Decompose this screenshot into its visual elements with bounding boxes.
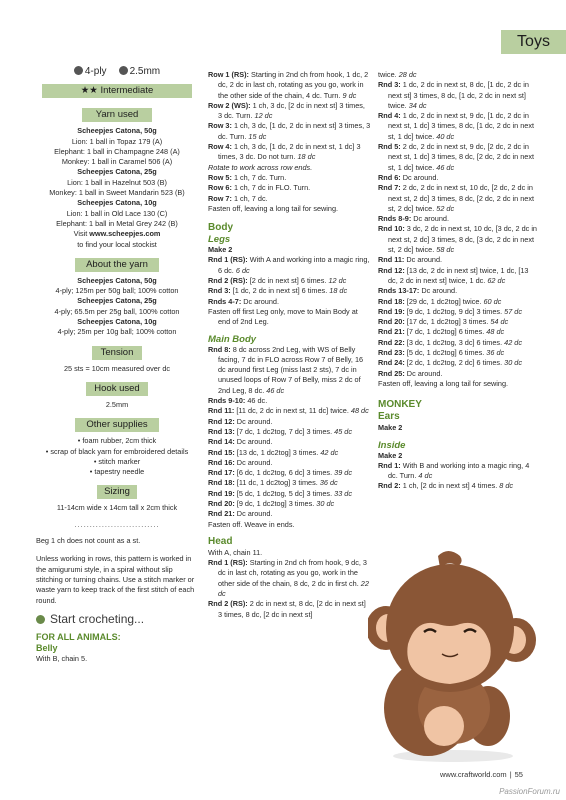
pattern-row bbox=[208, 509, 371, 519]
pattern-row bbox=[208, 142, 371, 163]
row-label: Rnd 8: bbox=[208, 344, 231, 354]
for-all-heading: FOR ALL ANIMALS: bbox=[36, 632, 121, 643]
pattern-row bbox=[208, 121, 371, 142]
visit-link[interactable]: www.scheepjes.com bbox=[89, 229, 161, 239]
row-label: Rnd 19: bbox=[208, 488, 235, 498]
row-instruction: Dc around. bbox=[419, 286, 458, 296]
pattern-row bbox=[378, 183, 538, 214]
pattern-row bbox=[208, 245, 371, 255]
pattern-column-3 bbox=[378, 70, 538, 492]
pattern-column-2 bbox=[208, 70, 371, 620]
pattern-row bbox=[378, 142, 538, 173]
row-instruction: Starting in 2nd ch from hook, 1 dc, 2 dc, 2 dc in last ch, rotating as you go, work in the other side of the chain, 4 dc. Turn. bbox=[218, 70, 369, 100]
row-instruction: Starting in 2nd ch from hook, 9 dc, 3 dc in last ch, rotating as you go, work in the other side of the chain, 8 dc, 2 dc in first ch. bbox=[218, 558, 367, 588]
stitch-count: 34 dc bbox=[408, 100, 427, 110]
row-instruction: Dc around. bbox=[404, 368, 443, 378]
info-line: 4-ply; 25m per 10g ball; 100% cotton bbox=[57, 327, 177, 337]
stitch-count: 52 dc bbox=[436, 203, 455, 213]
row-label: Rnds 9-10: bbox=[208, 396, 246, 406]
row-instruction: 1 ch, 7 dc. bbox=[231, 193, 268, 203]
row-label: Rnd 1: bbox=[378, 460, 401, 470]
row-label: Rnd 24: bbox=[378, 358, 405, 368]
row-label: Rnd 7: bbox=[378, 183, 401, 193]
pattern-row bbox=[208, 173, 371, 183]
row-instruction: [9 dc, 1 dc2tog, 9 dc] 3 times. bbox=[404, 306, 505, 316]
stitch-count: 18 dc bbox=[329, 286, 348, 296]
pattern-row bbox=[208, 489, 371, 499]
row-label: Rnd 4: bbox=[378, 111, 401, 121]
ears-make: Make 2 bbox=[378, 423, 403, 433]
row-label: Rnd 2: bbox=[378, 481, 401, 491]
note-ch: Beg 1 ch does not count as a st. bbox=[36, 536, 141, 546]
row-label: Rnd 12: bbox=[208, 416, 235, 426]
monkey-toy-image bbox=[368, 548, 538, 763]
row-text: twice. bbox=[378, 70, 399, 79]
stitch-count: 62 dc bbox=[487, 275, 506, 285]
pattern-row bbox=[208, 520, 371, 530]
stitch-count: 8 dc bbox=[499, 481, 514, 491]
stitch-count: 36 dc bbox=[319, 478, 338, 488]
row-text: With A, chain 11. bbox=[208, 547, 263, 557]
supply-item: • tapestry needle bbox=[89, 467, 145, 477]
info-line: Scheepjes Catona, 50g bbox=[77, 275, 157, 285]
pattern-row bbox=[378, 348, 538, 358]
pattern-row bbox=[208, 558, 371, 599]
ears-heading: Ears bbox=[378, 411, 400, 423]
stitch-count: 60 dc bbox=[483, 296, 502, 306]
pattern-row bbox=[208, 163, 371, 173]
row-label: Row 1 (RS): bbox=[208, 70, 249, 79]
row-label: Rnd 20: bbox=[378, 317, 405, 327]
info-line: Monkey: 1 ball in Sweet Mandarin 523 (B) bbox=[49, 188, 185, 198]
row-instruction: [13 dc, 2 dc in next st] twice, 1 dc, [13 dc, 2 dc in next st] twice, 1 dc. bbox=[388, 265, 529, 285]
stitch-count: 48 dc bbox=[486, 327, 505, 337]
row-label: Rnd 11: bbox=[378, 255, 405, 265]
row-instruction: 2 dc, 2 dc in next st, 10 dc, [2 dc, 2 dc in next st, 2 dc] 3 times, 8 dc, [2 dc, 2 dc in next st, 2 dc] twice. bbox=[388, 183, 535, 213]
row-label: Rnd 22: bbox=[378, 337, 405, 347]
row-instruction: [11 dc, 1 dc2tog] 3 times. bbox=[234, 478, 320, 488]
stitch-count: 15 dc bbox=[248, 131, 267, 141]
stitch-count: 54 dc bbox=[490, 317, 509, 327]
hook-icon bbox=[119, 66, 128, 75]
pattern-row bbox=[208, 286, 371, 296]
pattern-row bbox=[378, 338, 538, 348]
stitch-count: 57 dc bbox=[504, 306, 522, 316]
row-label: Row 7: bbox=[208, 193, 232, 203]
row-instruction: 2 dc, 2 dc in next st, 9 dc, [2 dc, 2 dc in next st, 1 dc] 3 times, 8 dc, [2 dc, 2 dc in next st, 1 dc] twice. bbox=[388, 142, 535, 172]
visit-prefix: Visit bbox=[73, 229, 90, 239]
pattern-row bbox=[208, 548, 371, 558]
main-body-rows bbox=[208, 345, 371, 530]
info-line: Scheepjes Catona, 50g bbox=[77, 126, 157, 136]
row-instruction: With A and working into a magic ring, 6 dc. bbox=[218, 255, 370, 275]
about-yarn-list bbox=[36, 276, 198, 338]
supply-item: • foam rubber, 2cm thick bbox=[77, 436, 157, 446]
row-label: Rnd 14: bbox=[208, 437, 235, 447]
stitch-count: 22 dc bbox=[218, 578, 369, 599]
start-label: Start crocheting... bbox=[50, 611, 145, 626]
row-instruction: 1 ch, 3 dc, [1 dc, 2 dc in next st, 1 dc] 3 times, 3 dc. Do not turn. bbox=[218, 142, 361, 162]
row-label: Rnds 13-17: bbox=[378, 286, 420, 296]
row-instruction: [5 dc, 1 dc2tog, 5 dc] 3 times. bbox=[234, 488, 335, 498]
row-instruction: Dc around. bbox=[411, 214, 449, 224]
row-label: Rnd 17: bbox=[208, 468, 235, 478]
pattern-row bbox=[378, 307, 538, 317]
pattern-row bbox=[378, 214, 538, 224]
row-label: Rnd 11: bbox=[208, 406, 235, 416]
pattern-row bbox=[208, 427, 371, 437]
row-instruction: 1 ch, 7 dc in FLO. Turn. bbox=[231, 183, 311, 193]
row-label: Rnd 12: bbox=[378, 265, 405, 275]
legs-rows bbox=[208, 245, 371, 327]
stitch-count: 33 dc bbox=[334, 488, 352, 498]
info-line: Lion: 1 ball in Old Lace 130 (C) bbox=[66, 208, 168, 218]
page-footer bbox=[440, 770, 523, 779]
row-instruction: [6 dc, 1 dc2tog, 6 dc] 3 times. bbox=[234, 468, 335, 478]
bullet-icon bbox=[36, 615, 45, 624]
sizing-text: 11-14cm wide x 14cm tall x 2cm thick bbox=[56, 503, 178, 513]
meta-row bbox=[36, 66, 198, 77]
pattern-row bbox=[378, 317, 538, 327]
row-instruction: [13 dc, 1 dc2tog] 3 times. bbox=[234, 447, 321, 457]
stitch-count: 42 dc bbox=[504, 337, 522, 347]
section-tab: Toys bbox=[501, 30, 566, 54]
page-number: 55 bbox=[514, 770, 523, 779]
pattern-row bbox=[378, 451, 538, 461]
belly-text: With B, chain 5. bbox=[36, 654, 88, 664]
pattern-row bbox=[378, 461, 538, 482]
stitch-count: 18 dc bbox=[297, 152, 316, 162]
row-label: Rnd 25: bbox=[378, 368, 405, 378]
inside-heading: Inside bbox=[378, 439, 406, 451]
row-instruction: 1 ch, 7 dc. Turn. bbox=[231, 172, 287, 182]
stitch-count: 42 dc bbox=[320, 447, 339, 457]
row-label: Rnd 3: bbox=[378, 80, 401, 90]
pattern-row bbox=[378, 255, 538, 265]
level-label: Intermediate bbox=[100, 85, 154, 97]
about-yarn-heading: About the yarn bbox=[75, 258, 159, 272]
row-instruction: [5 dc, 1 dc2tog] 6 times. bbox=[404, 348, 487, 358]
head-rows-cont bbox=[378, 70, 538, 389]
row-label: Rnd 15: bbox=[208, 447, 235, 457]
row-instruction: [9 dc, 1 dc2tog] 3 times. bbox=[234, 498, 317, 508]
pattern-row bbox=[378, 286, 538, 296]
pattern-row bbox=[208, 297, 371, 307]
stitch-count: 58 dc bbox=[436, 245, 455, 255]
pattern-row bbox=[378, 379, 538, 389]
pattern-row bbox=[378, 70, 538, 80]
row-instruction: [3 dc, 1 dc2tog, 3 dc] 6 times. bbox=[404, 337, 505, 347]
pattern-row bbox=[208, 204, 371, 214]
pattern-row bbox=[208, 437, 371, 447]
row-label: Row 4: bbox=[208, 142, 232, 152]
footer-site[interactable]: www.craftworld.com bbox=[440, 770, 507, 779]
row-label: Rnd 18: bbox=[378, 296, 405, 306]
row-instruction: 2 dc in next st, 8 dc, [2 dc in next st] 3 times, 8 dc, [2 dc in next st] bbox=[218, 599, 366, 619]
hook-used-heading: Hook used bbox=[86, 382, 148, 396]
head-heading: Head bbox=[208, 535, 233, 547]
info-line: Scheepjes Catona, 25g bbox=[77, 296, 157, 306]
row-label: Rnd 6: bbox=[378, 172, 401, 182]
stitch-count: 46 dc bbox=[266, 385, 285, 395]
row-instruction: [2 dc, 1 dc2tog, 2 dc] 6 times. bbox=[404, 358, 505, 368]
pattern-row bbox=[208, 183, 371, 193]
stitch-count: 48 dc bbox=[350, 406, 369, 416]
watermark: PassionForum.ru bbox=[499, 787, 560, 796]
stitch-count: 4 dc bbox=[418, 471, 433, 481]
body-heading: Body bbox=[208, 222, 233, 234]
pattern-row bbox=[378, 297, 538, 307]
pattern-row bbox=[208, 499, 371, 509]
belly-heading: Belly bbox=[36, 643, 58, 654]
row-instruction: 1 ch, 3 dc, [2 dc in next st] 3 times, 3 dc. Turn. bbox=[218, 100, 365, 121]
stitch-count: 39 dc bbox=[334, 468, 352, 478]
hook-meta bbox=[119, 66, 161, 77]
row-label: Rnd 5: bbox=[378, 142, 401, 152]
stitch-count: 46 dc bbox=[436, 162, 455, 172]
divider-dots: ............................ bbox=[74, 519, 160, 529]
row-instruction: [11 dc, 2 dc in next st, 11 dc] twice. bbox=[234, 406, 351, 416]
info-line: Elephant: 1 ball in Champagne 248 (A) bbox=[54, 146, 180, 156]
other-supplies-heading: Other supplies bbox=[75, 418, 159, 432]
hook-used-text: 2.5mm bbox=[105, 399, 129, 409]
row-instruction: 8 dc across 2nd Leg, with WS of Belly facing, 7 dc in FLO across Row 7 of Belly, 16 dc around first Leg (miss last 2 sts), 7 dc in unused loops of Row 7 of Belly, miss 2 dc of 2nd Leg, 8 dc. bbox=[218, 344, 364, 395]
inside-rows bbox=[378, 451, 538, 492]
row-label: Rnd 18: bbox=[208, 478, 235, 488]
sizing-heading: Sizing bbox=[97, 485, 137, 499]
row-label: Rnd 3: bbox=[208, 286, 231, 296]
pattern-row bbox=[378, 481, 538, 491]
ply-label: 4-ply bbox=[84, 66, 107, 77]
info-line: Monkey: 1 ball in Caramel 506 (A) bbox=[61, 157, 173, 167]
ply-meta bbox=[74, 66, 107, 77]
pattern-row bbox=[208, 255, 371, 276]
info-line: Scheepjes Catona, 10g bbox=[77, 198, 157, 208]
info-line: Lion: 1 ball in Hazelnut 503 (B) bbox=[67, 177, 167, 187]
pattern-row bbox=[378, 266, 538, 287]
pattern-row bbox=[208, 276, 371, 286]
row-label: Rnd 2 (RS): bbox=[208, 276, 248, 286]
pattern-row bbox=[378, 111, 538, 142]
pattern-row bbox=[208, 417, 371, 427]
visit-line bbox=[36, 229, 198, 239]
row-instruction: 1 dc, 2 dc in next st, 9 dc, [1 dc, 2 dc in next st, 1 dc] 3 times, 8 dc, [1 dc, 2 dc in next st, 1 dc] twice. bbox=[388, 111, 535, 141]
row-instruction: [29 dc, 1 dc2tog] twice. bbox=[404, 296, 484, 306]
row-instruction: [2 dc in next st] 6 times. bbox=[247, 276, 329, 286]
row-label: Rnd 16: bbox=[208, 457, 235, 467]
stitch-count: 30 dc bbox=[316, 498, 335, 508]
row-label: Rnd 2 (RS): bbox=[208, 599, 248, 609]
row-instruction: 1 dc, 2 dc in next st, 8 dc, [1 dc, 2 dc in next st] 3 times, 8 dc, [1 dc, 2 dc in next st] twice. bbox=[388, 80, 529, 110]
pattern-row bbox=[208, 70, 371, 101]
legs-heading: Legs bbox=[208, 234, 231, 246]
pattern-row bbox=[378, 358, 538, 368]
row-label: Rnd 13: bbox=[208, 426, 235, 436]
row-label: Rnd 21: bbox=[208, 509, 235, 519]
info-line: 4-ply; 65.5m per 25g ball, 100% cotton bbox=[54, 306, 180, 316]
visit-suffix: to find your local stockist bbox=[77, 239, 157, 249]
row-label: Rnds 8-9: bbox=[378, 214, 412, 224]
pattern-row bbox=[208, 458, 371, 468]
stitch-count: 45 dc bbox=[334, 426, 352, 436]
monkey-heading: MONKEY bbox=[378, 399, 422, 411]
row-text: Fasten off, leaving a long tail for sewing. bbox=[208, 203, 339, 213]
tension-text: 25 sts = 10cm measured over dc bbox=[63, 363, 171, 373]
pattern-row bbox=[208, 396, 371, 406]
row-instruction: Dc around. bbox=[234, 457, 273, 467]
row-label: Row 6: bbox=[208, 183, 232, 193]
row-label: Rnd 21: bbox=[378, 327, 405, 337]
yarn-used-list bbox=[36, 126, 198, 229]
stitch-count: 12 dc bbox=[328, 276, 347, 286]
stitch-count: 6 dc bbox=[235, 265, 250, 275]
stitch-count: 28 dc bbox=[398, 70, 417, 79]
row-instruction: With B and working into a magic ring, 4 dc. Turn. bbox=[388, 460, 530, 481]
row-instruction: Dc around. bbox=[234, 437, 273, 447]
row-text: Make 2 bbox=[208, 245, 233, 255]
info-line: Scheepjes Catona, 25g bbox=[77, 167, 157, 177]
row-label: Row 2 (WS): bbox=[208, 100, 251, 110]
pattern-row bbox=[208, 478, 371, 488]
yarn-used-heading: Yarn used bbox=[82, 108, 152, 122]
tension-heading: Tension bbox=[92, 346, 142, 360]
pattern-row bbox=[378, 80, 538, 111]
row-instruction: [17 dc, 1 dc2tog] 3 times. bbox=[404, 317, 491, 327]
pattern-row bbox=[208, 194, 371, 204]
pattern-row bbox=[208, 345, 371, 396]
row-text: Fasten off first Leg only, move to Main Body at end of 2nd Leg. bbox=[208, 306, 358, 327]
row-label: Rnd 10: bbox=[378, 224, 405, 234]
pattern-row bbox=[208, 406, 371, 416]
supplies-list bbox=[36, 436, 198, 477]
row-instruction: Dc around. bbox=[234, 509, 273, 519]
supply-item: • stitch marker bbox=[93, 456, 141, 466]
row-instruction: [1 dc, 2 dc in next st] 6 times. bbox=[230, 286, 330, 296]
footer-separator: | bbox=[509, 770, 512, 779]
pattern-row bbox=[208, 101, 371, 122]
row-instruction: Dc around. bbox=[241, 296, 279, 306]
row-text: Fasten off. Weave in ends. bbox=[208, 519, 295, 529]
row-instruction: Dc around. bbox=[404, 255, 443, 265]
stitch-count: 36 dc bbox=[486, 348, 505, 358]
row-instruction: Dc around. bbox=[400, 172, 439, 182]
row-instruction: [7 dc, 1 dc2tog, 7 dc] 3 times. bbox=[234, 426, 335, 436]
stitch-count: 9 dc bbox=[342, 90, 357, 100]
row-label: Rnd 23: bbox=[378, 348, 405, 358]
level-stars: ★★ bbox=[80, 85, 98, 97]
pattern-row bbox=[378, 173, 538, 183]
info-line: Lion: 1 ball in Topaz 179 (A) bbox=[71, 136, 163, 146]
stitch-count: 30 dc bbox=[504, 358, 522, 368]
pattern-row bbox=[208, 448, 371, 458]
sidebar-info bbox=[36, 66, 198, 664]
row-instruction: [7 dc, 1 dc2tog] 6 times. bbox=[404, 327, 487, 337]
info-line: 4-ply; 125m per 50g ball; 100% cotton bbox=[55, 286, 179, 296]
row-label: Row 5: bbox=[208, 172, 232, 182]
row-instruction: 3 dc, 2 dc in next st, 10 dc, [3 dc, 2 dc in next st, 2 dc] 3 times, 8 dc, [3 dc, 2 dc in next st, 2 dc] twice. bbox=[388, 224, 537, 255]
row-text: Make 2 bbox=[378, 450, 403, 460]
stitch-count: 12 dc bbox=[254, 111, 273, 121]
row-label: Row 3: bbox=[208, 121, 232, 131]
row-note: Rotate to work across row ends. bbox=[208, 162, 313, 172]
row-instruction: 1 ch, [2 dc in next st] 4 times. bbox=[400, 481, 500, 491]
main-body-heading: Main Body bbox=[208, 333, 257, 345]
row-label: Rnd 1 (RS): bbox=[208, 255, 248, 265]
yarn-icon bbox=[74, 66, 83, 75]
row-instruction: 1 ch, 3 dc, [1 dc, 2 dc in next st] 3 times, 3 dc. Turn. bbox=[218, 121, 371, 141]
belly-rows bbox=[208, 70, 371, 214]
note-amigurumi: Unless working in rows, this pattern is worked in the amigurumi style, in a spiral without slip stitching or turning chains. Use a stitch marker or waste yarn to keep track of the first stitch of each round. bbox=[36, 554, 195, 605]
level-badge bbox=[42, 84, 192, 98]
pattern-row bbox=[378, 369, 538, 379]
stitch-count: 40 dc bbox=[436, 131, 455, 141]
row-instruction: Dc around. bbox=[234, 416, 273, 426]
row-instruction: 46 dc. bbox=[245, 396, 268, 406]
row-label: Rnd 19: bbox=[378, 306, 405, 316]
info-line: Scheepjes Catona, 10g bbox=[77, 317, 157, 327]
pattern-row bbox=[378, 224, 538, 255]
head-rows bbox=[208, 548, 371, 620]
pattern-row bbox=[208, 307, 371, 328]
start-heading bbox=[36, 611, 198, 626]
info-line: Elephant: 1 ball in Metal Grey 242 (B) bbox=[56, 218, 178, 228]
supply-item: • scrap of black yarn for embroidered details bbox=[45, 446, 189, 456]
hook-label: 2.5mm bbox=[129, 66, 161, 77]
row-label: Rnd 20: bbox=[208, 498, 235, 508]
pattern-row bbox=[208, 468, 371, 478]
pattern-row bbox=[208, 599, 371, 620]
row-text: Fasten off, leaving a long tail for sewing. bbox=[378, 378, 509, 388]
pattern-row bbox=[378, 327, 538, 337]
row-label: Rnd 1 (RS): bbox=[208, 558, 248, 568]
row-label: Rnds 4-7: bbox=[208, 296, 242, 306]
